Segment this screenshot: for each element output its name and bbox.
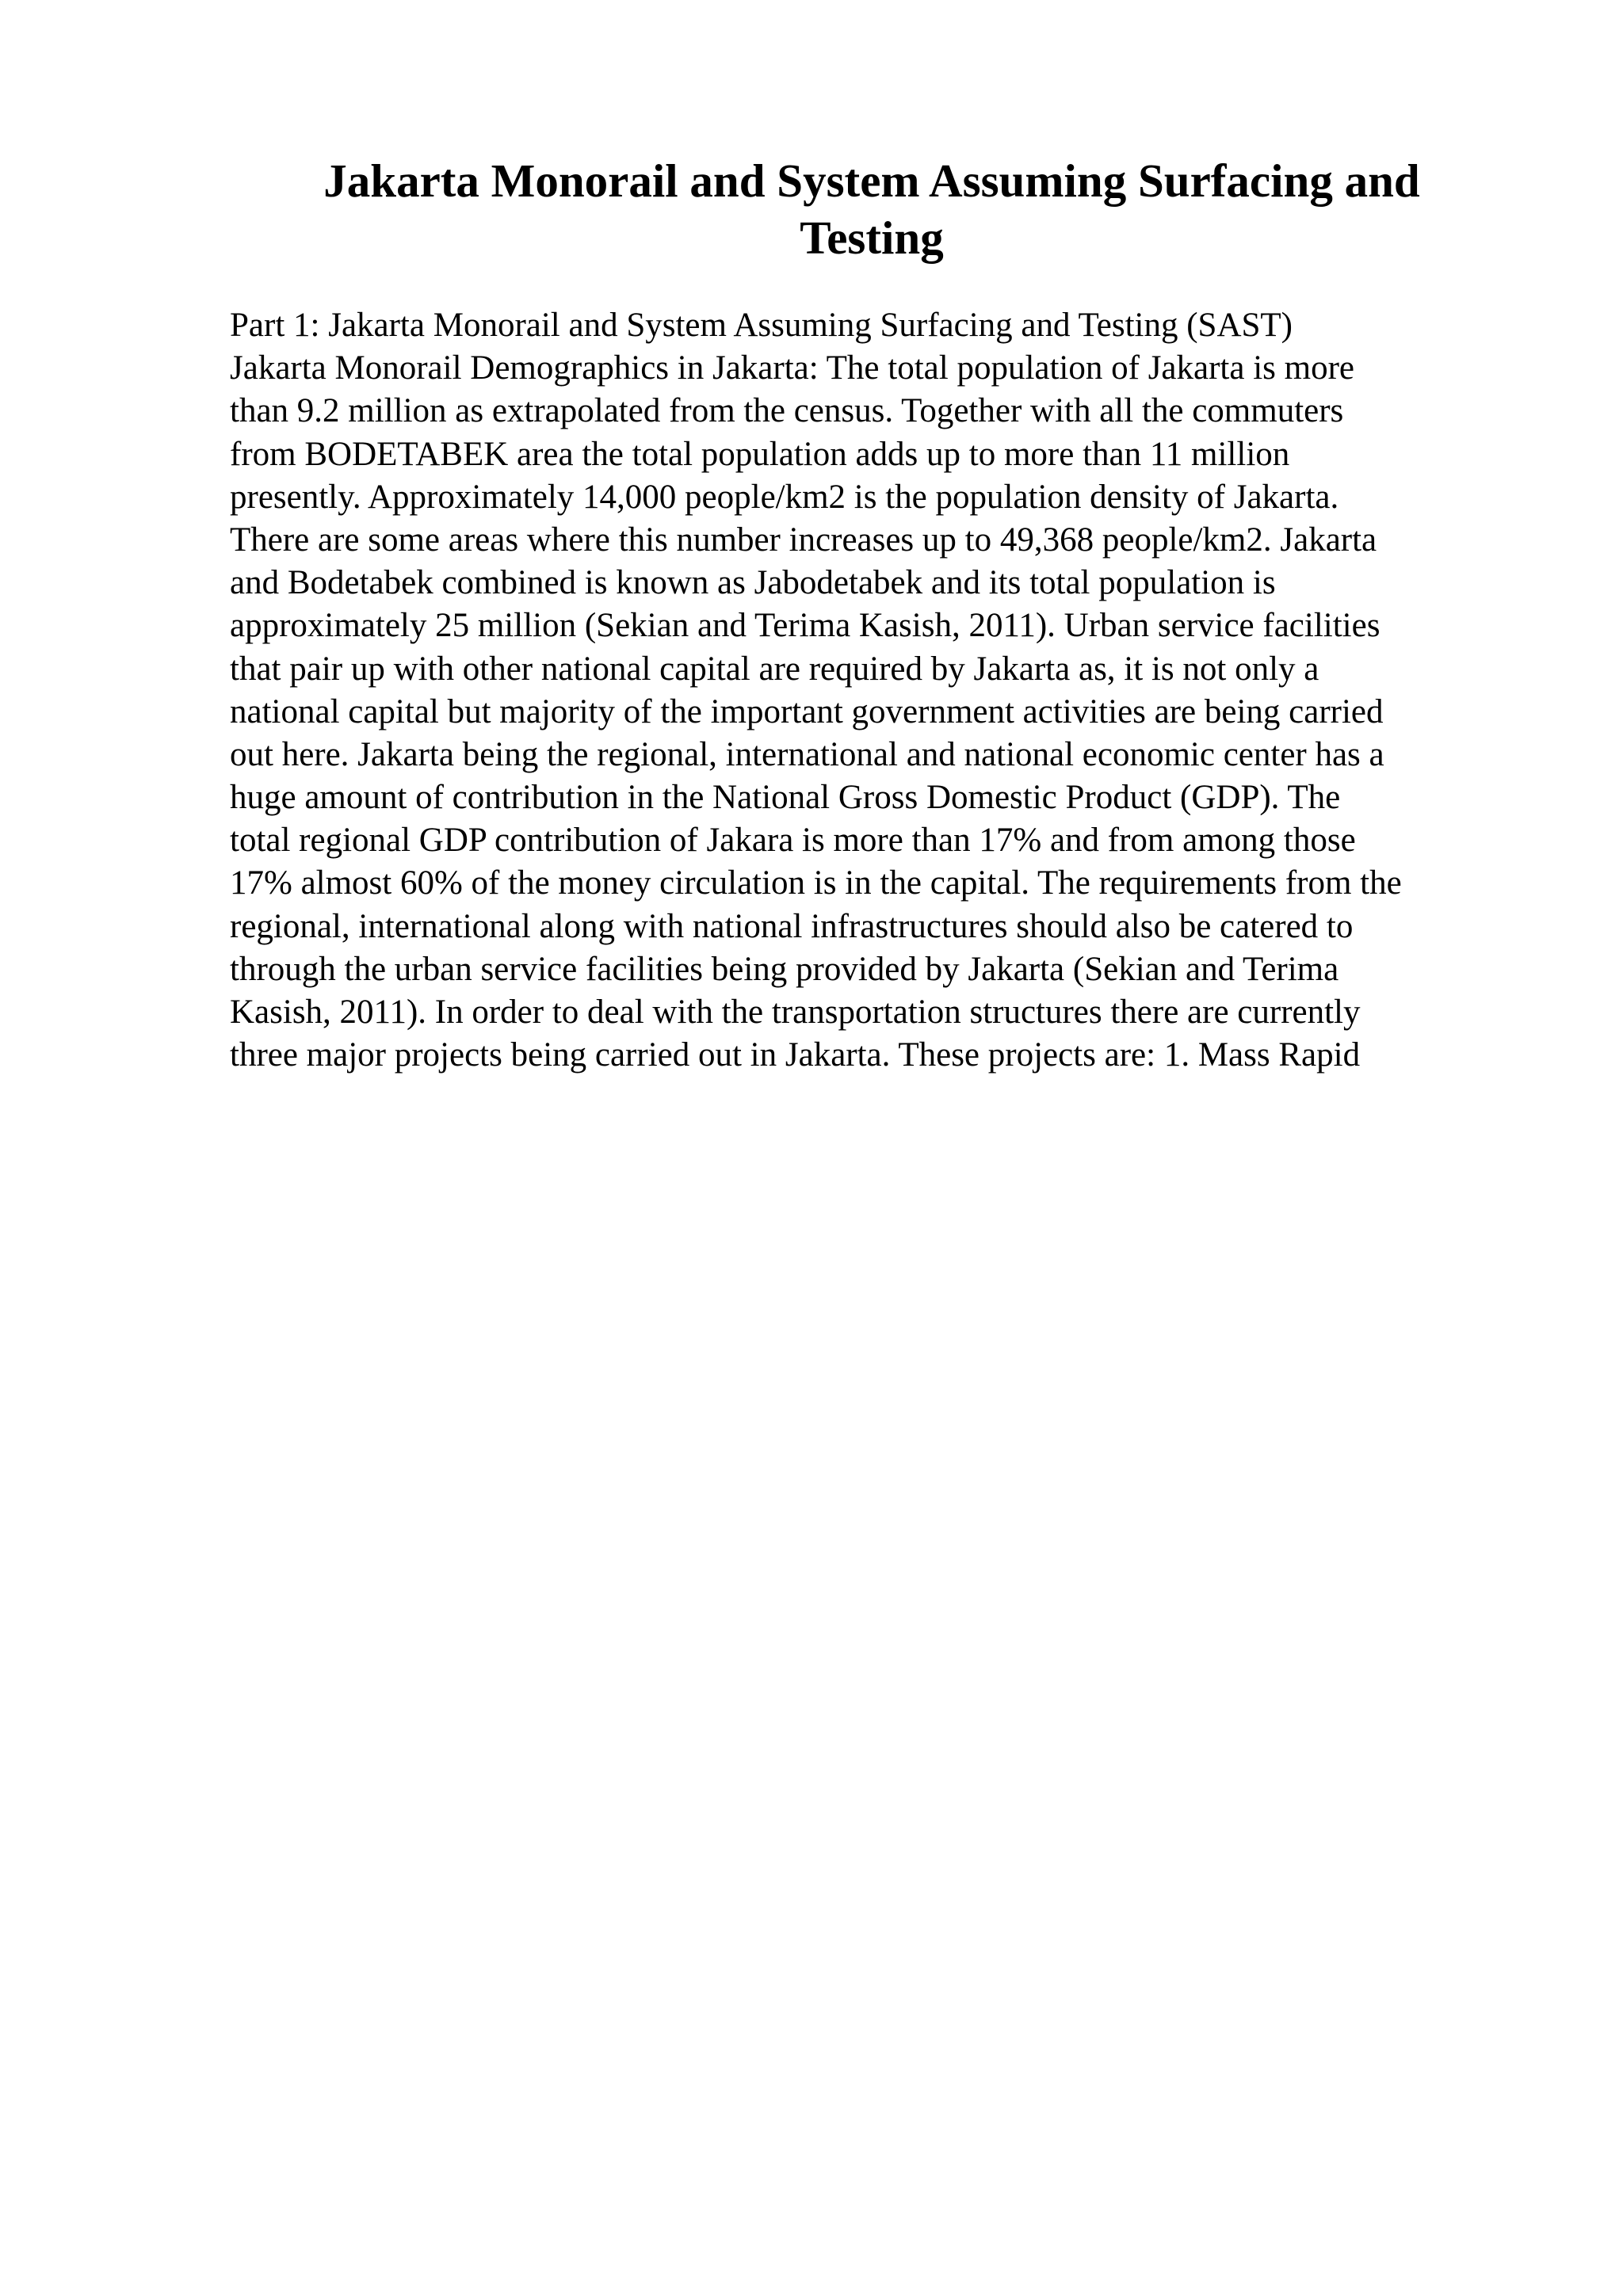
body-line: through the urban service facilities being provided by Jakarta (Sekian and Terima [230,950,1339,988]
body-line: There are some areas where this number increases up to 49,368 people/km2. Jakarta [230,521,1377,559]
body-line: huge amount of contribution in the National Gross Domestic Product (GDP). The [230,779,1341,817]
body-line: than 9.2 million as extrapolated from the census. Together with all the commuters [230,392,1344,430]
document-body [230,304,1577,1077]
document-title [230,152,1514,266]
body-line: Jakarta Monorail Demographics in Jakarta: The total population of Jakarta is more [230,349,1354,387]
body-line: Kasish, 2011). In order to deal with the transportation structures there are currently [230,994,1361,1031]
body-line: three major projects being carried out in Jakarta. These projects are: 1. Mass Rapid [230,1036,1361,1074]
body-line: that pair up with other national capital are required by Jakarta as, it is not only a [230,650,1319,688]
body-line: national capital but majority of the important government activities are being carried [230,692,1384,730]
body-line: out here. Jakarta being the regional, international and national economic center has a [230,735,1384,773]
body-line: total regional GDP contribution of Jakara is more than 17% and from among those [230,822,1356,860]
title-line: Jakarta Monorail and System Assuming Surfacing and [323,154,1420,207]
title-line: Testing [800,212,944,264]
body-line: approximately 25 million (Sekian and Terima Kasish, 2011). Urban service facilities [230,607,1381,645]
body-line: and Bodetabek combined is known as Jabodetabek and its total population is [230,564,1276,602]
body-line: presently. Approximately 14,000 people/km2 is the population density of Jakarta. [230,478,1339,516]
body-line: regional, international along with national infrastructures should also be catered to [230,907,1354,945]
body-line: Part 1: Jakarta Monorail and System Assuming Surfacing and Testing (SAST) [230,307,1293,344]
body-line: from BODETABEK area the total population adds up to more than 11 million [230,435,1290,473]
body-line: 17% almost 60% of the money circulation is in the capital. The requirements from the [230,864,1402,902]
